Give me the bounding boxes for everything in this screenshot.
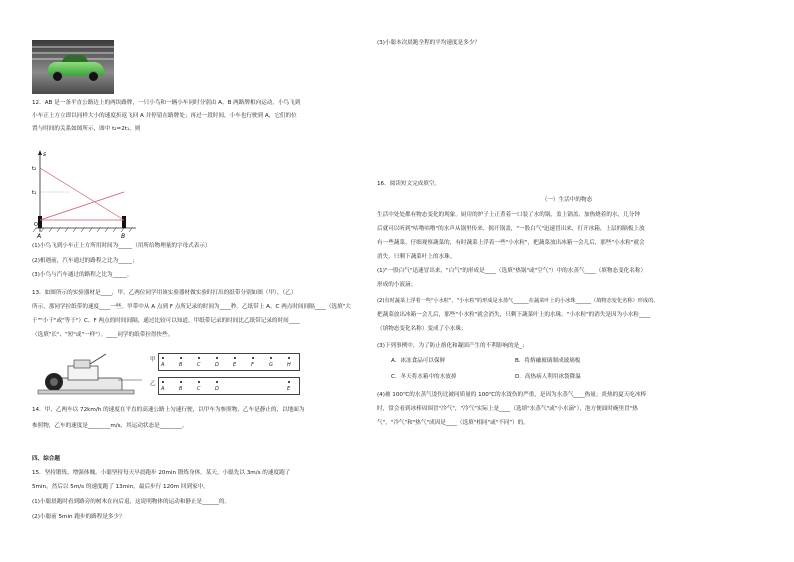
q15-sub3: (3)小聪本次晨跑全程的平均速度是多少？	[377, 40, 481, 46]
option-d: D．高热病人利用冰袋降温	[515, 374, 581, 380]
tape-jia-letter-g: G	[269, 362, 273, 368]
q16-s4c: 气"，"冷气"和"热气"成因是____（选填"相同"或"不同"）的。	[377, 420, 529, 426]
q12-sub2: (2)相遇前，汽车通过的路程之比为_____；	[32, 258, 138, 264]
option-a: A．冰冻食品可以保鲜	[391, 358, 446, 364]
post-a	[38, 216, 42, 228]
q16-s1a: (1)"一股白气"迅速冒出来，"白气"的形成是____（选填"热锅"或"空气"）中的水蒸气____（填物态变化名称）	[377, 268, 647, 274]
q16-p4: 消失，只剩下蔬菜叶上的水珠。	[377, 254, 456, 260]
q12-line1: 12．AB 是一条平直公路边上的两块路牌，一只小鸟和一辆小车同时分别由 A、B 两路牌相向运动，小鸟飞到	[32, 100, 301, 106]
green-sports-car-photo	[32, 40, 114, 94]
q16-s4b: 时，常会看到冰棒周围冒"冷气"，"冷气"实际上是____（选填"水蒸气"或"小水滴"），泡方便面时碗里冒"热	[377, 406, 638, 412]
q16-s1b: 形成的小液滴；	[377, 282, 417, 288]
axis-label-s: s	[43, 151, 47, 158]
tape-label-jia: 甲	[150, 357, 156, 363]
q15-sub2: (2)小聪前 5min 跑步的路程是多少？	[32, 514, 125, 520]
q12-sub1: (1)小鸟飞到小车正上方所用时间为_____（用所给物理量的字母式表示）	[32, 243, 211, 249]
q16-s2b: 把蔬菜放出冰箱一会儿后，那些"小水粒"就会消失，只剩下蔬菜叶上的水珠。"小水粒"的消失是因为小水粒____	[377, 312, 651, 318]
q16-s4a: (4)被 100℃的水蒸气烫伤比被同质量的 100℃的水烫伤的严重，是因为水蒸气____热量；炎热的夏天吃冰棒	[377, 392, 647, 398]
tick-label-t2: t₂	[32, 166, 37, 172]
ticker-timer-apparatus	[34, 350, 146, 402]
tape-jia-letter-a: A	[161, 362, 165, 368]
q16-s2c: （填物态变化名称）变成了小水珠；	[377, 326, 467, 332]
q13-line4: （选填"长"、"短"或"一样"）。____同学的纸带拉得快些。	[32, 332, 174, 338]
q15-line2: 5min，然后以 5m/s 的速度跑了 13min，最后步行 120m 回到家中。	[32, 484, 209, 490]
q12-line2: 小车正上方立即以同样大小的速度折返飞回 A 并停留在路牌处；再过一段时间，小车也行驶到 A，它们的位	[32, 113, 297, 119]
q16-intro: 16．阅读短文完成填空。	[377, 181, 441, 187]
origin-label: O	[34, 222, 38, 228]
tape-yi-letter-b: B	[179, 386, 183, 392]
point-label-a: A	[37, 233, 42, 240]
q13-line1: 13．如图所示的实验器材是____，甲、乙两位同学用该实验器材做实验时打出的纸带分别如图（甲）、（乙）	[32, 290, 297, 296]
tick-label-t1: t₁	[32, 190, 37, 196]
tape-jia-letter-b: B	[179, 362, 183, 368]
tape-jia-letter-e: E	[233, 362, 237, 368]
tape-label-yi: 乙	[150, 381, 156, 387]
tape-yi-letter-d: D	[215, 386, 219, 392]
position-time-graph	[30, 148, 140, 240]
tape-jia-letter-f: F	[251, 362, 254, 368]
section-heading: 四、综合题	[32, 456, 60, 462]
tape-jia-letter-d: D	[215, 362, 219, 368]
tape-yi	[158, 377, 300, 395]
tape-yi-letter-a: A	[161, 386, 165, 392]
tape-jia-letter-c: C	[197, 362, 201, 368]
tape-jia	[158, 353, 300, 371]
q16-s3: (3)下列事例中，为了防止熔化和凝固产生的不利影响的是_；	[377, 343, 528, 349]
post-b	[122, 216, 126, 228]
q13-line3: 于""小于"或"等于"）C、F 两点的时间间隔，通过比较可以知道，甲纸带记录的时间比乙纸带记录的时间____	[32, 318, 300, 324]
q15-sub1: (1)小聪晨跑时看到路旁的树木在向后退，这说明物体的运动和静止是______的。	[32, 499, 231, 505]
q12-line3: 置与时间的关系如图所示，图中 t₂=2t₁，则	[32, 126, 141, 132]
tape-jia-letter-h: H	[287, 362, 291, 368]
option-b: B．将熔融玻璃制成玻璃板	[515, 358, 581, 364]
q16-p2: 后就可以听到"咕噜咕噜"的水声从锅里传来，揭开锅盖，"一股白气"迅速冒出来，打开冰箱，上层的隔板上放	[377, 226, 645, 232]
q16-s2a: (2)有时蔬菜上浮着一些"小水粒"，"小水粒"的形成是水蒸气______在蔬菜叶上的小冰珠______（填物态变化名称）形成的。	[377, 298, 659, 304]
q16-p3: 有一些蔬菜，仔细观察蔬菜的，有时蔬菜上浮着一些"小水粒"，把蔬菜放出冰箱一会儿后，那些"小水粒"就会	[377, 240, 645, 246]
q13-line2: 所示，那同学拉纸带的速度____一些。甲带中从 A 点到 F 点所记录的时间为____秒。乙纸带上 A、C 两点时间间隔____（选填"大	[32, 304, 351, 310]
q16-title: （一）生活中的物态	[541, 197, 593, 203]
tape-yi-letter-c: C	[197, 386, 201, 392]
option-c: C．冬天将水箱中的水放掉	[391, 374, 457, 380]
point-label-b: B	[121, 233, 126, 240]
q15-line1: 15．坚持锻炼，增强体魄。小聪坚持每天早晨跑步 20min 锻炼身体。某天，小聪先以 3m/s 的速度跑了	[32, 470, 291, 476]
tape-yi-letter-e: E	[287, 386, 291, 392]
q14-line1: 14．甲、乙两车以 72km/h 的速度在平直的高速公路上匀速行驶，以甲车为参照物，乙车是静止的，以地面为	[32, 407, 305, 413]
q12-sub3: (3)小鸟与汽车通过的路程之比为_____。	[32, 272, 133, 278]
q14-line2: 参照物，乙车的速度是________m/s，其运动状态是________。	[32, 423, 188, 429]
q16-p1: 生活中处处都有物态变化的现象。厨房的炉子上正煮着一口装了水的锅，盖上锅盖，加热烧着的水，几分钟	[377, 212, 640, 218]
